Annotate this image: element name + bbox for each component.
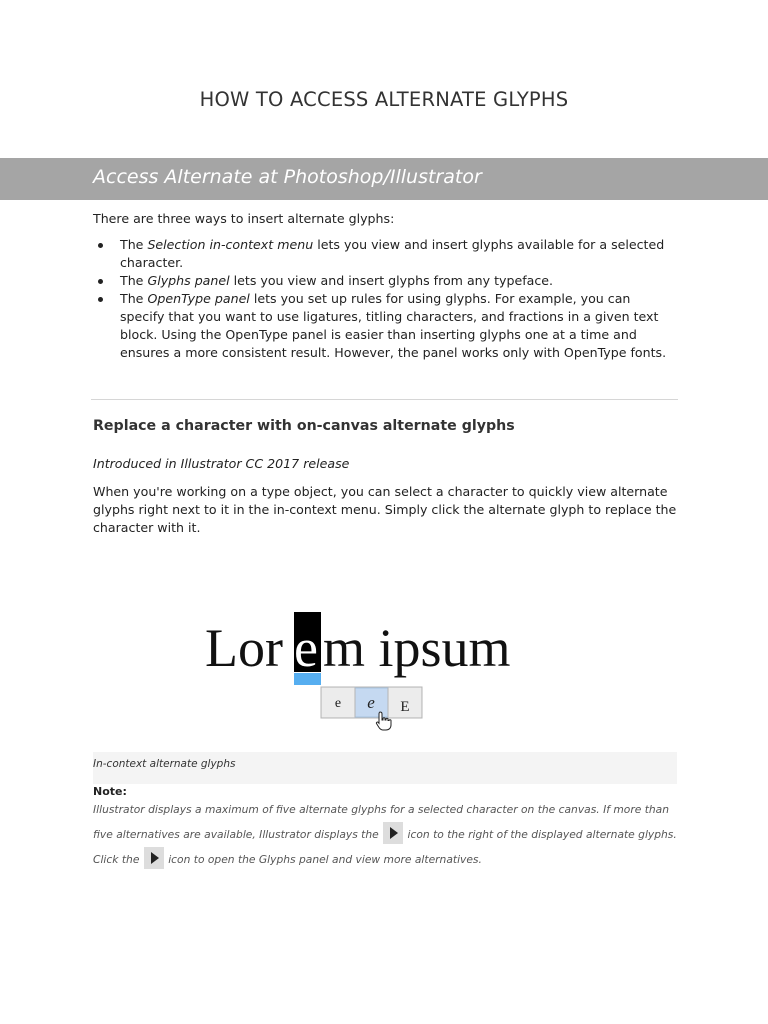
caption-bar [93,752,677,784]
glyph-e-swash: e [367,693,375,712]
list-item: The Selection in-context menu lets you view and insert glyphs available for a selected character. [93,236,678,272]
play-icon [383,822,403,844]
emphasis-term: OpenType panel [147,291,250,306]
note-body: Illustrator displays a maximum of five alternate glyphs for a selected character on the canvas. If more than five alternatives are available, Illustrator displays the icon to the right of the displayed alternate glyphs. Click the icon to open the Glyphs panel and view more alternatives. [93,798,683,872]
banner-title: Access Alternate at Photoshop/Illustrator [93,166,482,188]
ways-list [93,236,678,362]
figure-caption: In-context alternate glyphs [93,758,236,770]
section-body: When you're working on a type object, you can select a character to quickly view alternate glyphs right next to it in the in-context menu. Simply click the alternate glyph to replace the character with it. [93,484,677,535]
glyph-e-capital: E [400,699,410,715]
emphasis-term: Glyphs panel [147,273,230,288]
list-item: The OpenType panel lets you set up rules for using glyphs. For example, you can specify that you want to use ligatures, titling characters, and fractions in a given text block. Using the OpenType panel is easier than inserting glyphs one at a time and ensures a more consistent result. However, the panel works only with OpenType fonts. [93,290,678,362]
play-icon [144,847,164,869]
glyph-e-plain: e [334,696,342,711]
document-title: HOW TO ACCESS ALTERNATE GLYPHS [199,88,569,111]
lorem-text-end: m ipsum [323,618,511,678]
section-banner [0,158,768,200]
glyph-figure [93,546,677,784]
section-heading: Replace a character with on-canvas alternate glyphs [93,418,515,434]
intro-text: There are three ways to insert alternate glyphs: [93,211,395,226]
lorem-text-start: Lor [205,618,283,678]
glyph-illustration [93,546,677,752]
list-item: The Glyphs panel lets you view and insert glyphs from any typeface. [93,272,678,290]
release-note: Introduced in Illustrator CC 2017 release [93,456,350,471]
note-label: Note: [93,785,127,798]
divider [91,399,678,400]
emphasis-term: Selection in-context menu [147,237,314,252]
selected-char: e [294,618,318,678]
